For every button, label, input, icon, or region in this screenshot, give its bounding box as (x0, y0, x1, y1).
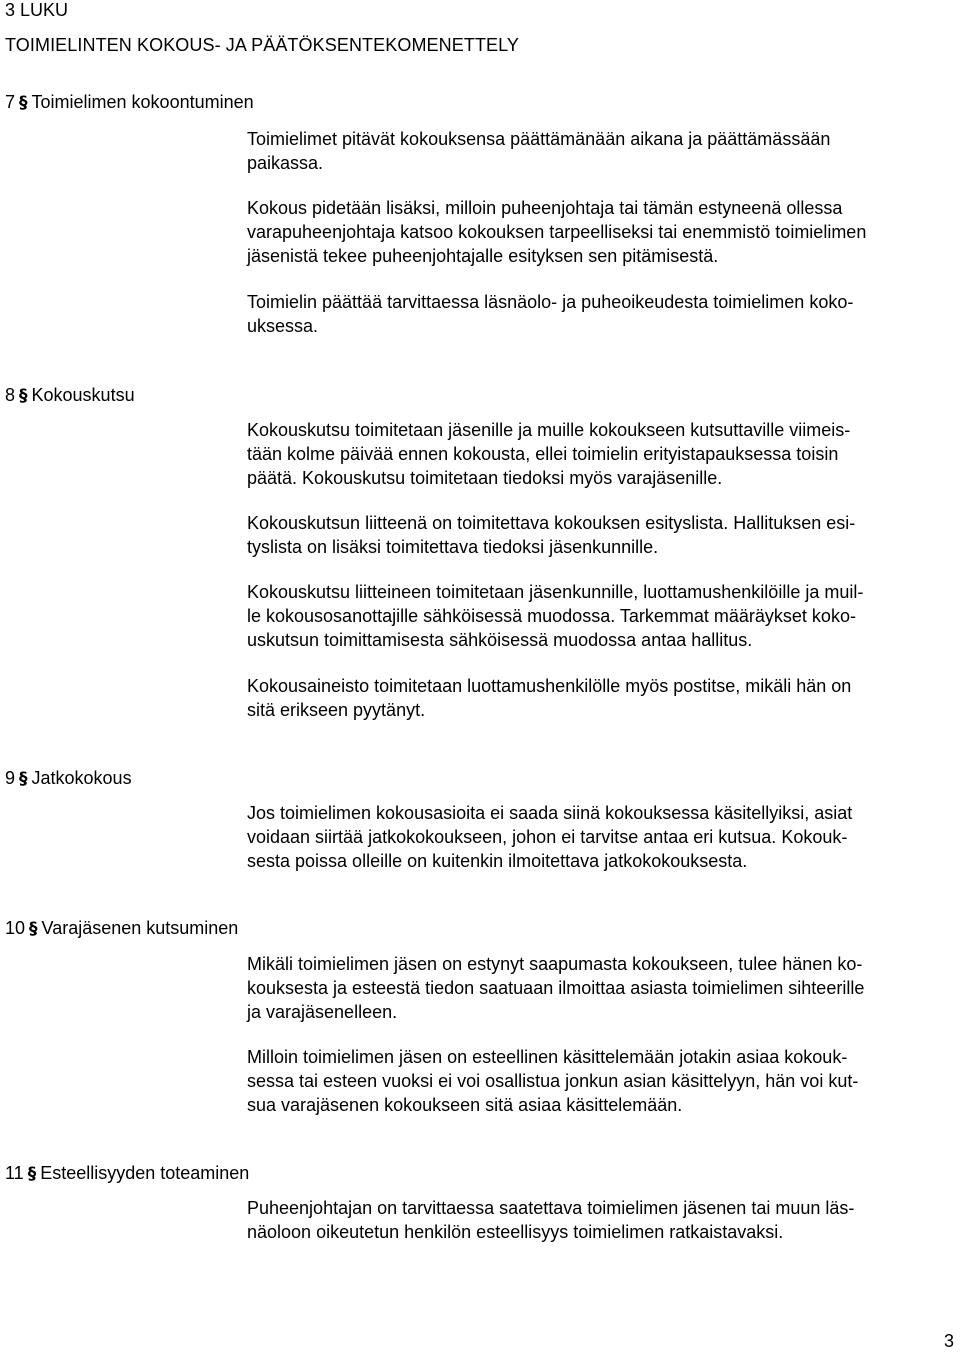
text-line: Kokouskutsun liitteenä on toimitettava kokouksen esityslista. Hallituksen esi- (247, 513, 856, 533)
paragraph (247, 952, 959, 1024)
section-title: Kokouskutsu (31, 385, 135, 405)
paragraph (247, 196, 959, 268)
text-line: voidaan siirtää jatkokokoukseen, johon ei tarvitse antaa eri kutsua. Kokouk- (247, 827, 848, 847)
text-line: Kokouskutsu toimitetaan jäsenille ja muille kokoukseen kutsuttaville viimeis- (247, 420, 851, 440)
section-heading-9 (5, 766, 132, 791)
section-heading-7 (5, 90, 254, 115)
text-line: Kokousaineisto toimitetaan luottamushenkilölle myös postitse, mikäli hän on (247, 676, 852, 696)
text-line: le kokousosanottajille sähköisessä muodossa. Tarkemmat määräykset koko- (247, 606, 856, 626)
text-line: näoloon oikeutetun henkilön esteellisyys toimielimen ratkaistavaksi. (247, 1222, 784, 1242)
section-number: 9 (5, 768, 16, 788)
paragraph (247, 290, 959, 338)
paragraph (247, 1045, 959, 1117)
section-heading-11 (5, 1161, 249, 1186)
section-sign-icon: § (19, 769, 28, 789)
text-line: uksessa. (247, 316, 319, 336)
chapter-title: TOIMIELINTEN KOKOUS- JA PÄÄTÖKSENTEKOMENETTELY (5, 35, 520, 55)
text-line: jäsenistä tekee puheenjohtajalle esityksen sen pitämisestä. (247, 246, 719, 266)
page-number: 3 (943, 1331, 954, 1351)
paragraph (247, 418, 959, 490)
text-line: sua varajäsenen kokoukseen sitä asiaa käsittelemään. (247, 1095, 683, 1115)
text-line: Toimielin päättää tarvittaessa läsnäolo- ja puheoikeudesta toimielimen koko- (247, 292, 854, 312)
text-line: Milloin toimielimen jäsen on esteellinen käsittelemään jotakin asiaa kokouk- (247, 1047, 848, 1067)
paragraph (247, 580, 959, 652)
section-sign-icon: § (19, 93, 28, 113)
section-number: 8 (5, 385, 16, 405)
section-sign-icon: § (27, 1164, 37, 1184)
section-title: Esteellisyyden toteaminen (40, 1163, 250, 1183)
section-sign-icon: § (29, 919, 38, 939)
paragraph (247, 801, 959, 873)
section-title: Varajäsenen kutsuminen (41, 918, 239, 938)
paragraph (247, 127, 959, 175)
text-line: paikassa. (247, 153, 324, 173)
paragraph (247, 1196, 959, 1244)
text-line: sesta poissa olleille on kuitenkin ilmoitettava jatkokokouksesta. (247, 851, 748, 871)
text-line: Jos toimielimen kokousasioita ei saada siinä kokouksessa käsitellyiksi, asiat (247, 803, 853, 823)
text-line: sessa tai esteen vuoksi ei voi osallistua jonkun asian käsittelyyn, hän voi kut- (247, 1071, 859, 1091)
text-line: uskutsun toimittamisesta sähköisessä muodossa antaa hallitus. (247, 630, 753, 650)
section-sign-icon: § (19, 386, 28, 406)
text-line: Puheenjohtajan on tarvittaessa saatettava toimielimen jäsenen tai muun läs- (247, 1198, 855, 1218)
text-line: Kokouskutsu liitteineen toimitetaan jäsenkunnille, luottamushenkilöille ja muil- (247, 582, 864, 602)
text-line: tyslista on lisäksi toimitettava tiedoksi jäsenkunnille. (247, 537, 659, 557)
text-line: varapuheenjohtaja katsoo kokouksen tarpeelliseksi tai enemmistö toimielimen (247, 222, 867, 242)
text-line: Toimielimet pitävät kokouksensa päättämänään aikana ja päättämässään (247, 129, 831, 149)
paragraph (247, 674, 959, 722)
text-line: kouksesta ja esteestä tiedon saatuaan ilmoittaa asiasta toimielimen sihteerille (247, 978, 865, 998)
section-number: 7 (5, 92, 16, 112)
section-number: 10 (5, 918, 26, 938)
paragraph (247, 511, 959, 559)
text-line: päätä. Kokouskutsu toimitetaan tiedoksi myös varajäsenille. (247, 468, 723, 488)
text-line: Mikäli toimielimen jäsen on estynyt saapumasta kokoukseen, tulee hänen ko- (247, 954, 863, 974)
chapter-number: 3 LUKU (5, 0, 69, 20)
section-heading-10 (5, 916, 238, 941)
text-line: tään kolme päivää ennen kokousta, ellei toimielin erityistapauksessa toisin (247, 444, 839, 464)
text-line: sitä erikseen pyytänyt. (247, 700, 426, 720)
section-heading-8 (5, 383, 135, 408)
section-title: Toimielimen kokoontuminen (31, 92, 254, 112)
section-number: 11 (5, 1163, 24, 1183)
text-line: ja varajäsenelleen. (247, 1002, 398, 1022)
section-title: Jatkokokous (31, 768, 132, 788)
text-line: Kokous pidetään lisäksi, milloin puheenjohtaja tai tämän estyneenä ollessa (247, 198, 843, 218)
